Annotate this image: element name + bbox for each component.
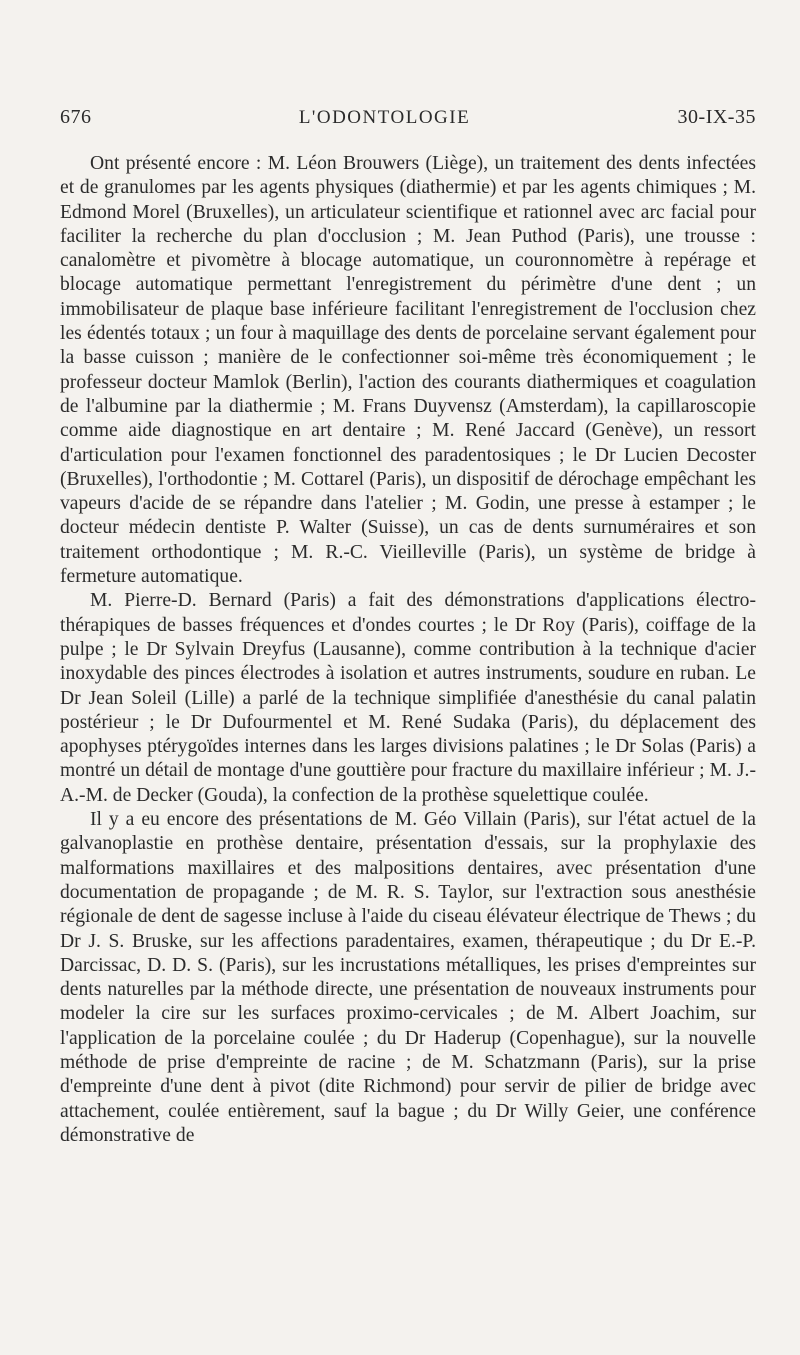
paragraph-1: Ont présenté encore : M. Léon Brouwers (Liège), un traitement des dents infectées et de granulomes par les agents physiques (diathermie) et par les agents chimiques ; M. Edmond Morel (Bruxelles), un articulateur scientifique et rationnel avec arc facial pour faciliter la recherche du plan d'occlusion ; M. Jean Puthod (Paris), une trousse : canalomètre et pivomètre à blocage automatique, un couronnomètre à repérage et blocage automatique permettant l'enregistrement du périmètre d'une dent ; un immobilisateur de plaque base inférieure facilitant l'enregistrement de l'occlusion chez les édentés totaux ; un four à maquillage des dents de porcelaine servant également pour la basse cuisson ; manière de le confectionner soi-même très économiquement ; le professeur docteur Mamlok (Berlin), l'action des courants diathermiques et coagulation de l'albumine par la diathermie ; M. Frans Duyvensz (Amsterdam), la capillaroscopie comme aide diagnostique en art dentaire ; M. René Jaccard (Genève), un ressort d'articulation pour l'examen fonctionnel des paradentosiques ; le Dr Lucien Decoster (Bruxelles), l'orthodontie ; M. Cottarel (Paris), un dispositif de dérochage empêchant les vapeurs d'acide de se répandre dans l'atelier ; M. Godin, une presse à estamper ; le docteur médecin dentiste P. Walter (Suisse), un cas de dents surnuméraires et son traitement orthodontique ; M. R.-C. Vieilleville (Paris), un système de bridge à fermeture automatique. — [60, 153, 756, 588]
page-number: 676 — [60, 106, 92, 128]
paragraph-2: M. Pierre-D. Bernard (Paris) a fait des démonstrations d'applications électro-thérapiques de basses fréquences et d'ondes courtes ; le Dr Roy (Paris), coiffage de la pulpe ; le Dr Sylvain Dreyfus (Lausanne), comme contribution à la technique d'acier inoxydable des pinces électrodes à isolation et autres instruments, soudure en ruban. Le Dr Jean Soleil (Lille) a parlé de la technique simplifiée d'anesthésie du canal palatin postérieur ; le Dr Dufourmentel et M. René Sudaka (Paris), du déplacement des apophyses ptérygoïdes internes dans les larges divisions palatines ; le Dr Solas (Paris) a montré un détail de montage d'une gouttière pour fracture du maxillaire inférieur ; M. J.-A.-M. de Decker (Gouda), la confection de la prothèse squelettique coulée. — [60, 590, 756, 806]
issue-date: 30-IX-35 — [677, 106, 756, 128]
running-header — [60, 106, 756, 136]
paragraph-3: Il y a eu encore des présentations de M. Géo Villain (Paris), sur l'état actuel de la galvanoplastie en prothèse dentaire, présentation d'essais, sur la prophylaxie des malformations maxillaires et des malpositions dentaires, avec présentation d'une documentation de propagande ; de M. R. S. Taylor, sur l'extraction sous anesthésie régionale de dent de sagesse incluse à l'aide du ciseau élévateur électrique de Thews ; du Dr J. S. Bruske, sur les affections paradentaires, examen, thérapeutique ; du Dr E.-P. Darcissac, D. D. S. (Paris), sur les incrustations métalliques, les prises d'empreintes sur dents naturelles par la méthode directe, une présentation de nouveaux instruments pour modeler la cire sur les surfaces proximo-cervicales ; de M. Albert Joachim, sur l'application de la porcelaine coulée ; du Dr Haderup (Copenhague), sur la nouvelle méthode de prise d'empreinte de racine ; de M. Schatzmann (Paris), sur la prise d'empreinte d'une dent à pivot (dite Richmond) pour servir de pilier de bridge avec attachement, coulée entièrement, sauf la bague ; du Dr Willy Geier, une conférence démonstrative de — [60, 809, 756, 1146]
body-text — [60, 152, 756, 1148]
journal-title: L'ODONTOLOGIE — [298, 107, 471, 128]
